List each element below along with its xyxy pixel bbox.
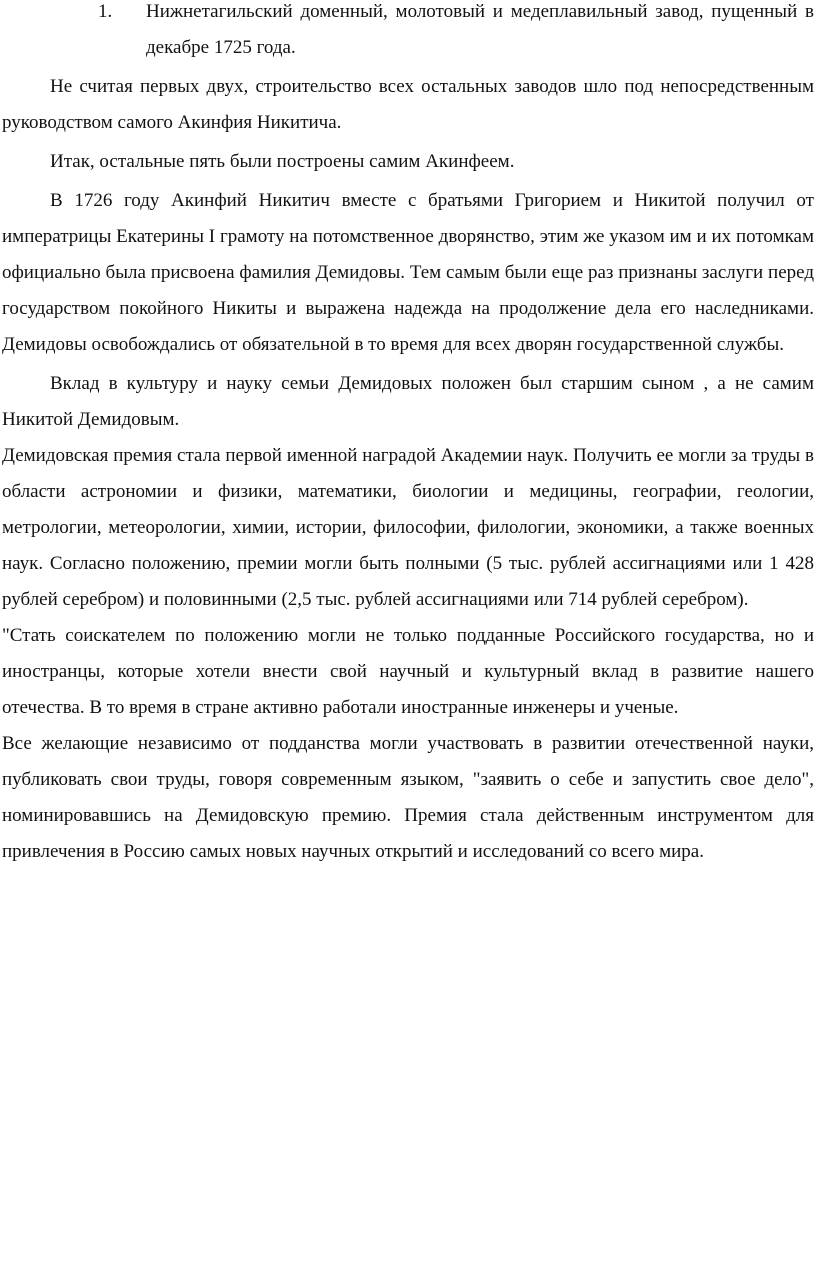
paragraph-five-plants: Итак, остальные пять были построены самим Акинфеем. (50, 151, 515, 172)
list-number: 1. (98, 1, 113, 22)
document-body (2, 0, 814, 870)
paragraph-construction: Не считая первых двух, строительство всех остальных заводов шло под непосредственным руководством самого Акинфия Никитича. (2, 76, 814, 133)
paragraph-nobility: В 1726 году Акинфий Никитич вместе с братьями Григорием и Никитой получил от императрицы Екатерины I грамоту на потомственное дворянство, этим же указом им и их потомкам официально была присвоена фамилия Демидовы. Тем самым были еще раз признаны заслуги перед государством покойного Никиты и выражена надежда на продолжение дела его наследниками. Демидовы освобождались от обязательной в то время для всех дворян государственной службы. (2, 190, 814, 355)
paragraph-demidov-prize: Демидовская премия стала первой именной наградой Академии наук. Получить ее могли за труды в области астрономии и физики, математики, биологии и медицины, географии, геологии, метрологии, метеорологии, химии, истории, философии, филологии, экономики, а также военных наук. Согласно положению, премии могли быть полными (5 тыс. рублей ассигнациями или 1 428 рублей серебром) и половинными (2,5 тыс. рублей ассигнациями или 714 рублей серебром). (2, 445, 814, 610)
list-item-text: Нижнетагильский доменный, молотовый и медеплавильный завод, пущенный в декабре 1725 года. (146, 1, 814, 58)
paragraph-participation: Все желающие независимо от подданства могли участвовать в развитии отечественной науки, публиковать свои труды, говоря современным языком, "заявить о себе и запустить свое дело", номинировавшись на Демидовскую премию. Премия стала действенным инструментом для привлечения в Россию самых новых научных открытий и исследований со всего мира. (2, 733, 814, 862)
paragraph-candidates: "Стать соискателем по положению могли не только подданные Российского государства, но и иностранцы, которые хотели внести свой научный и культурный вклад в развитие нашего отечества. В то время в стране активно работали иностранные инженеры и ученые. (2, 625, 814, 718)
paragraph-contribution: Вклад в культуру и науку семьи Демидовых положен был старшим сыном , а не самим Никитой Демидовым. (2, 373, 814, 430)
numbered-list-item (2, 0, 814, 66)
